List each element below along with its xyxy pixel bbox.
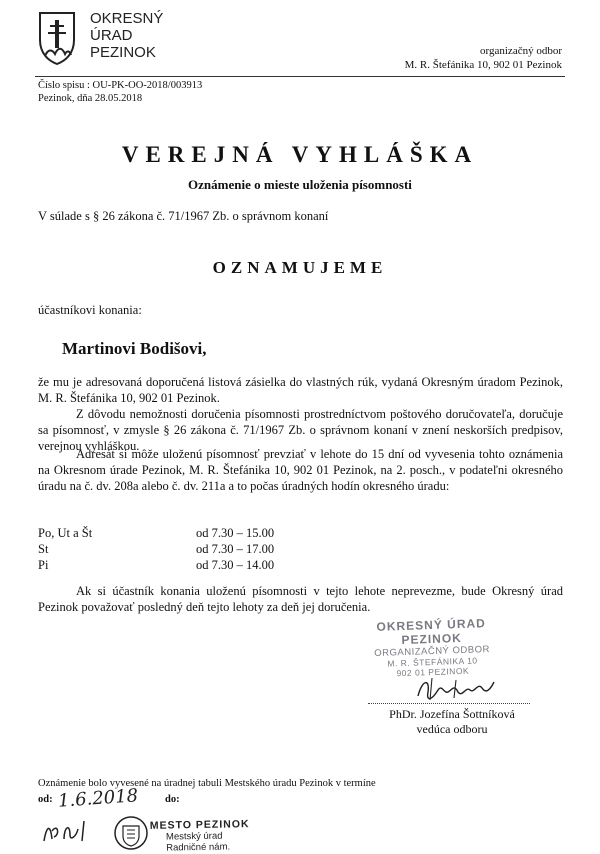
hours-days: St (38, 542, 49, 556)
announcement-heading: OZNAMUJEME (212, 258, 388, 277)
signature-line (368, 703, 530, 704)
hours-time: od 7.30 – 15.00 (196, 526, 275, 540)
paragraph-pickup: Adresát si môže uloženú písomnosť prevziať v lehote do 15 dní od vyvesenia tohto oznámenia na Okresnom úrade Pezinok, M. R. Štefánika 10, 902 01 Pezinok, na 2. posch., v podateľni okresného úradu na č. dv. 208a alebo č. dv. 211a a to počas úradných hodín okresného úradu: (38, 447, 563, 493)
hours-time: od 7.30 – 14.00 (196, 558, 275, 572)
hours-row (38, 541, 338, 557)
department-address: M. R. Štefánika 10, 902 01 Pezinok (404, 59, 562, 71)
office-name-line: PEZINOK (90, 44, 156, 61)
file-info (38, 79, 202, 105)
place-date: Pezinok, dňa 28.05.2018 (38, 93, 143, 104)
posting-note: Oznámenie bolo vyvesené na úradnej tabuli Mestského úradu Pezinok v termíne (38, 778, 376, 789)
slovak-coat-of-arms-icon (37, 10, 77, 66)
stamp-line: M. R. ŠTEFÁNIKA 10 (387, 655, 478, 669)
hours-days: Po, Ut a Št (38, 526, 93, 540)
department-info (405, 44, 562, 72)
recipient-name: Martinovi Bodišovi, (62, 339, 207, 358)
office-hours (38, 525, 338, 573)
hours-row (38, 525, 338, 541)
signer-name: PhDr. Jozefína Šottníková (389, 707, 515, 721)
document-title: VEREJNÁ VYHLÁŠKA (121, 142, 479, 167)
posted-from-label: od: (38, 794, 53, 805)
paragraph-consequence: Ak si účastník konania uloženú písomnosti v tejto lehote neprevezme, bude Okresný úrad Pezinok považovať posledný deň tejto lehoty za deň jej doručenia. (38, 584, 563, 614)
city-coat-of-arms-icon (112, 814, 150, 852)
city-stamp (150, 819, 250, 854)
city-stamp-line: Radničné nám. (166, 841, 231, 854)
signer-role: vedúca odboru (416, 722, 488, 736)
posted-to-label: do: (165, 794, 180, 805)
handwritten-signature (412, 672, 502, 706)
file-number: Číslo spisu : OU-PK-OO-2018/003913 (38, 80, 203, 91)
posted-from-date: 1.6.2018 (57, 785, 139, 812)
hours-time: od 7.30 – 17.00 (196, 542, 275, 556)
hours-row (38, 557, 338, 573)
paragraph-delivery: že mu je adresovaná doporučená listová zásielka do vlastných rúk, vydaná Okresným úradom Pezinok, M. R. Štefánika 10, 902 01 Pezinok. (38, 375, 563, 405)
office-name-line: OKRESNÝ (90, 10, 164, 27)
header-divider (35, 76, 565, 77)
stamp-line: OKRESNÝ ÚRAD PEZINOK (376, 616, 487, 648)
department-name: organizačný odbor (480, 45, 562, 57)
stamp-line: ORGANIZAČNÝ ODBOR (374, 643, 491, 660)
office-name (90, 10, 163, 61)
stamp-line: 902 01 PEZINOK (396, 665, 470, 679)
addressee-label: účastníkovi konania: (38, 303, 142, 317)
document-subtitle: Oznámenie o mieste uloženia písomnosti (188, 177, 412, 192)
office-name-line: ÚRAD (90, 27, 133, 44)
handwritten-initials (40, 815, 100, 845)
city-stamp-line: Mestský úrad (165, 830, 223, 843)
signer-block (352, 707, 552, 737)
legal-basis: V súlade s § 26 zákona č. 71/1967 Zb. o správnom konaní (38, 209, 329, 223)
hours-days: Pi (38, 558, 49, 572)
paragraph-reason: Z dôvodu nemožnosti doručenia písomnosti prostredníctvom poštového doručovateľa, doručuje sa písomnosť, v zmysle § 26 zákona č. 71/1967 Zb. o správnom konaní v znení neskorších predpisov, verejnou vyhláškou. (38, 407, 563, 453)
city-stamp-line: MESTO PEZINOK (149, 818, 250, 832)
